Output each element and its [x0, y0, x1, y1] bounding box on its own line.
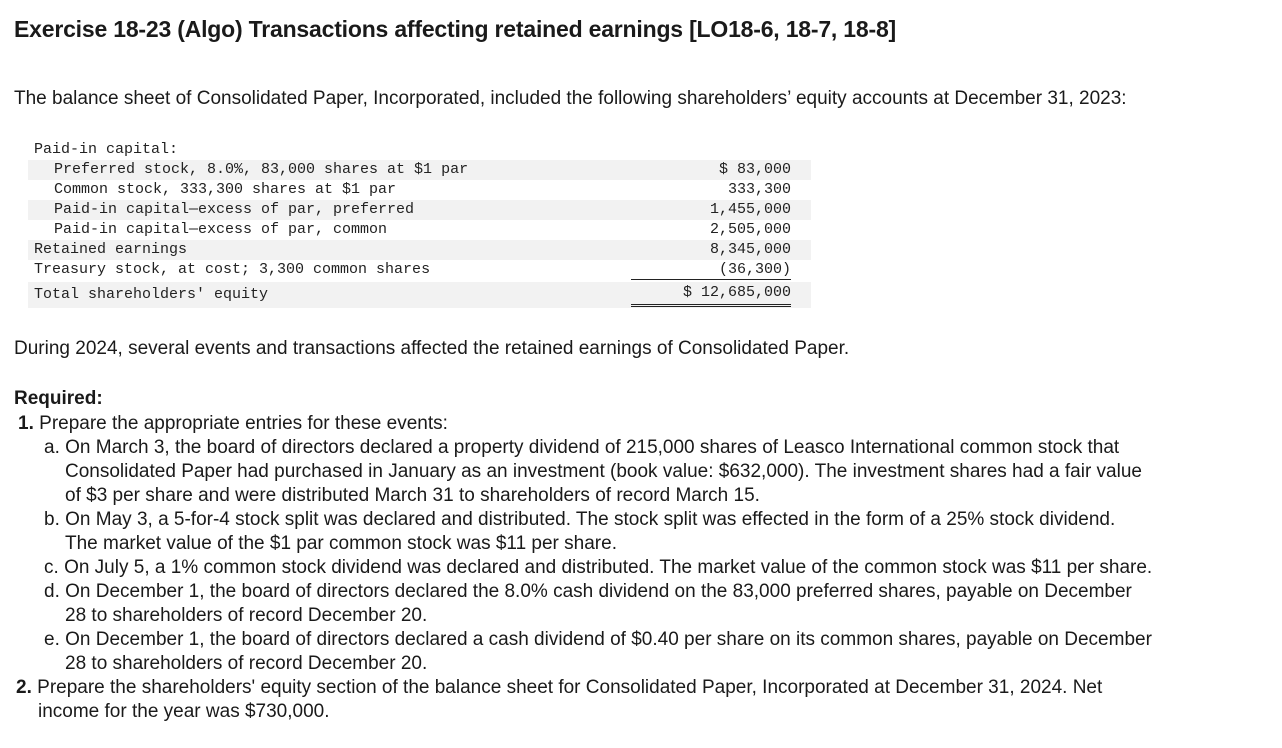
table-row — [28, 160, 811, 180]
row-amount: 333,300 — [727, 181, 791, 198]
table-row — [28, 240, 811, 260]
required-heading: Required: — [14, 388, 103, 409]
item-letter: d. — [44, 581, 60, 602]
table-row — [28, 140, 811, 160]
item-text: On March 3, the board of directors declared a property dividend of 215,000 shares of Leasco International common stock that — [65, 437, 1120, 458]
item-text: On December 1, the board of directors declared a cash dividend of $0.40 per share on its common shares, payable on December — [65, 629, 1152, 650]
total-row — [28, 282, 811, 308]
row-label: Paid-in capital—excess of par, common — [54, 221, 388, 238]
item-e-line-1 — [44, 628, 1152, 652]
item-letter: b. — [44, 509, 60, 530]
item-text: On December 1, the board of directors declared the 8.0% cash dividend on the 83,000 preferred shares, payable on December — [65, 581, 1132, 602]
row-label: Common stock, 333,300 shares at $1 par — [54, 181, 397, 198]
requirement-2-line-2: income for the year was $730,000. — [38, 701, 330, 722]
item-letter: a. — [44, 437, 60, 458]
during-text: During 2024, several events and transactions affected the retained earnings of Consolidated Paper. — [14, 338, 850, 359]
intro-text: The balance sheet of Consolidated Paper, Incorporated, included the following shareholders’ equity accounts at December 31, 2023: — [14, 88, 1127, 109]
row-amount: 1,455,000 — [709, 201, 791, 218]
item-a-line-3: of $3 per share and were distributed March 31 to shareholders of record March 15. — [65, 485, 760, 506]
item-text: On May 3, a 5-for-4 stock split was declared and distributed. The stock split was effected in the form of a 25% stock dividend. — [65, 509, 1116, 530]
total-amount: $ 12,685,000 — [631, 282, 791, 307]
item-letter: e. — [44, 629, 60, 650]
row-amount: 2,505,000 — [709, 221, 791, 238]
table-row — [28, 180, 811, 200]
row-amount: (36,300) — [631, 260, 791, 280]
requirement-text: Prepare the appropriate entries for these events: — [39, 413, 448, 434]
table-row — [28, 200, 811, 220]
row-amount: $ 83,000 — [718, 161, 791, 178]
table-row — [28, 220, 811, 240]
row-label: Retained earnings — [34, 241, 188, 258]
row-amount: 8,345,000 — [709, 241, 791, 258]
paid-in-capital-header: Paid-in capital: — [34, 141, 179, 158]
item-text: On July 5, a 1% common stock dividend was declared and distributed. The market value of the common stock was $11 per share. — [64, 557, 1153, 578]
requirement-number: 2. — [16, 677, 32, 698]
total-label: Total shareholders' equity — [34, 286, 269, 303]
item-b-line-2: The market value of the $1 par common stock was $11 per share. — [65, 533, 617, 554]
requirement-text: Prepare the shareholders' equity section of the balance sheet for Consolidated Paper, Incorporated at December 31, 2024. Net — [37, 677, 1103, 698]
item-c-line-1 — [44, 556, 1152, 580]
row-label: Paid-in capital—excess of par, preferred — [54, 201, 415, 218]
row-label: Treasury stock, at cost; 3,300 common shares — [34, 261, 431, 278]
table-row — [28, 260, 811, 280]
item-b-line-1 — [44, 508, 1115, 532]
balance-sheet-table — [28, 140, 811, 308]
item-e-line-2: 28 to shareholders of record December 20. — [65, 653, 428, 674]
requirement-1 — [18, 412, 448, 436]
requirement-number: 1. — [18, 413, 34, 434]
item-letter: c. — [44, 557, 59, 578]
item-d-line-1 — [44, 580, 1132, 604]
item-a-line-1 — [44, 436, 1119, 460]
exercise-title: Exercise 18-23 (Algo) Transactions affecting retained earnings [LO18-6, 18-7, 18-8] — [14, 16, 896, 42]
item-a-line-2: Consolidated Paper had purchased in January as an investment (book value: $632,000). The investment shares had a fair value — [65, 461, 1142, 482]
requirement-2 — [16, 676, 1102, 700]
row-label: Preferred stock, 8.0%, 83,000 shares at $1 par — [54, 161, 469, 178]
item-d-line-2: 28 to shareholders of record December 20. — [65, 605, 428, 626]
